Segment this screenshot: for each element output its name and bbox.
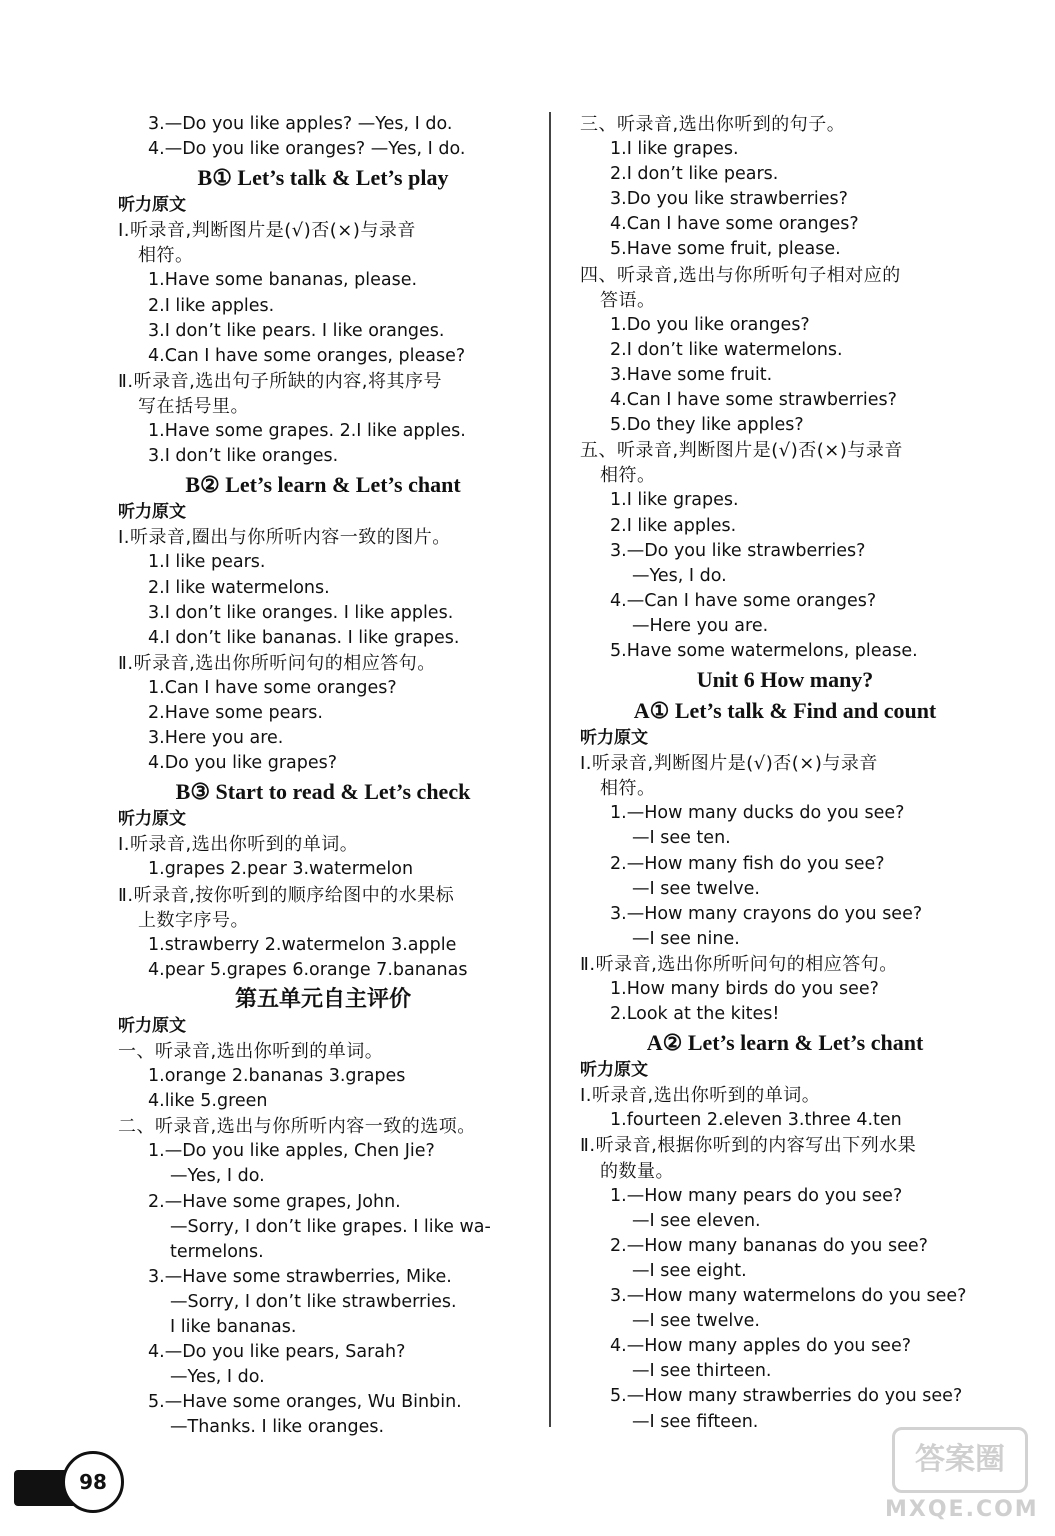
right-text-line: —I see nine. xyxy=(632,928,740,949)
watermark-logo: 答案圈 xyxy=(892,1427,1028,1493)
right-text-line: 4.Can I have some oranges? xyxy=(610,214,859,235)
left-text-line: 二、听录音,选出与你所听内容一致的选项。 xyxy=(118,1116,476,1138)
right-text-line: 4.Can I have some strawberries? xyxy=(610,390,897,411)
right-text-line: 2.I don’t like pears. xyxy=(610,164,779,185)
left-text-line: 3.—Do you like apples? —Yes, I do. xyxy=(148,114,453,134)
right-text-line: 3.Do you like strawberries? xyxy=(610,189,848,210)
left-text-line: 2.Have some pears. xyxy=(148,702,323,723)
right-text-line: 五、听录音,判断图片是(√)否(×)与录音 xyxy=(580,440,903,462)
left-text-line: 2.I like apples. xyxy=(148,295,275,316)
right-text-line: 答语。 xyxy=(600,289,656,311)
left-text-line: 3.I don’t like oranges. xyxy=(148,446,339,467)
left-section-heading: B② Let’s learn & Let’s chant xyxy=(185,472,461,498)
left-label: 听力原文 xyxy=(118,809,186,830)
left-text-line: termelons. xyxy=(170,1241,264,1262)
left-column xyxy=(118,112,528,1441)
right-section-heading: A② Let’s learn & Let’s chant xyxy=(646,1030,924,1056)
page-number: 98 xyxy=(62,1451,124,1513)
left-label: 听力原文 xyxy=(118,1015,186,1036)
left-text-line: 1.strawberry 2.watermelon 3.apple xyxy=(148,934,457,955)
left-section-heading: B③ Start to read & Let’s check xyxy=(175,779,471,805)
watermark xyxy=(885,1427,1039,1522)
right-text-line: 1.How many birds do you see? xyxy=(610,979,879,999)
right-text-line: 1.I like grapes. xyxy=(610,490,739,511)
left-text-line: 3.I don’t like oranges. I like apples. xyxy=(148,602,454,623)
left-text-line: 1.grapes 2.pear 3.watermelon xyxy=(148,859,414,880)
right-text-line: 1.Do you like oranges? xyxy=(610,314,810,335)
right-label: 听力原文 xyxy=(580,728,648,749)
left-section-heading: B① Let’s talk & Let’s play xyxy=(197,165,449,191)
right-text-line: 1.—How many ducks do you see? xyxy=(610,803,905,824)
left-section-heading: 第五单元自主评价 xyxy=(234,985,411,1011)
left-text-line: 4.I don’t like bananas. I like grapes. xyxy=(148,627,460,648)
right-text-line: Ⅱ.听录音,根据你听到的内容写出下列水果 xyxy=(580,1135,917,1157)
right-text-line: 1.I like grapes. xyxy=(610,139,739,160)
right-text-line: 2.I like apples. xyxy=(610,515,737,536)
left-text-line: 4.Do you like grapes? xyxy=(148,753,338,774)
left-text-line: 写在括号里。 xyxy=(138,395,249,417)
left-text-line: —Yes, I do. xyxy=(170,1166,265,1187)
right-text-line: —I see thirteen. xyxy=(632,1361,772,1382)
right-text-line: 1.fourteen 2.eleven 3.three 4.ten xyxy=(610,1110,902,1131)
left-text-line: 3.Here you are. xyxy=(148,728,284,749)
right-text-line: Ⅱ.听录音,选出你所听问句的相应答句。 xyxy=(580,953,898,975)
right-column xyxy=(580,112,990,1435)
left-text-line: I like bananas. xyxy=(170,1317,297,1338)
left-text-line: 相符。 xyxy=(138,245,194,267)
right-text-line: 1.—How many pears do you see? xyxy=(610,1185,903,1206)
left-label: 听力原文 xyxy=(118,195,186,216)
column-divider xyxy=(549,112,551,1427)
left-text-line: 2.I like watermelons. xyxy=(148,577,330,598)
left-text-line: 1.I like pears. xyxy=(148,552,266,573)
left-text-line: 上数字序号。 xyxy=(138,909,249,931)
right-section-heading: Unit 6 How many? xyxy=(696,667,874,693)
right-text-line: 3.Have some fruit. xyxy=(610,364,773,385)
right-text-line: —I see ten. xyxy=(632,828,731,849)
left-text-line: 2.—Have some grapes, John. xyxy=(148,1191,401,1212)
left-text-line: 1.Have some bananas, please. xyxy=(148,270,418,291)
right-text-line: 4.—Can I have some oranges? xyxy=(610,590,877,611)
left-text-line: 一、听录音,选出你听到的单词。 xyxy=(118,1041,384,1062)
left-text-line: Ⅱ.听录音,选出你所听问句的相应答句。 xyxy=(118,652,436,674)
right-text-line: 2.—How many bananas do you see? xyxy=(610,1235,928,1256)
left-text-line: 5.—Have some oranges, Wu Binbin. xyxy=(148,1392,462,1413)
right-text-line: —I see eight. xyxy=(632,1260,747,1281)
watermark-url: MXQE.COM xyxy=(885,1497,1039,1522)
right-text-line: 4.—How many apples do you see? xyxy=(610,1336,912,1357)
right-text-line: Ⅰ.听录音,判断图片是(√)否(×)与录音 xyxy=(580,753,878,775)
left-text-line: 1.—Do you like apples, Chen Jie? xyxy=(148,1141,435,1162)
left-text-line: 1.Can I have some oranges? xyxy=(148,677,397,698)
right-label: 听力原文 xyxy=(580,1060,648,1081)
left-text-line: 3.I don’t like pears. I like oranges. xyxy=(148,320,445,341)
right-text-line: 相符。 xyxy=(600,778,656,800)
left-text-line: —Sorry, I don’t like grapes. I like wa- xyxy=(170,1216,491,1237)
left-text-line: Ⅱ.听录音,按你听到的顺序给图中的水果标 xyxy=(118,884,455,906)
right-text-line: —I see twelve. xyxy=(632,878,760,899)
left-text-line: —Thanks. I like oranges. xyxy=(170,1417,385,1438)
right-text-line: 2.Look at the kites! xyxy=(610,1004,780,1025)
right-text-line: 2.—How many fish do you see? xyxy=(610,853,885,874)
right-text-line: 5.Do they like apples? xyxy=(610,415,804,436)
left-text-line: 4.pear 5.grapes 6.orange 7.bananas xyxy=(148,959,468,980)
right-text-line: 四、听录音,选出与你所听句子相对应的 xyxy=(580,264,901,286)
right-text-line: 的数量。 xyxy=(600,1160,674,1182)
left-text-line: Ⅱ.听录音,选出句子所缺的内容,将其序号 xyxy=(118,370,443,392)
right-text-line: —Yes, I do. xyxy=(632,565,727,586)
right-text-line: Ⅰ.听录音,选出你听到的单词。 xyxy=(580,1085,821,1107)
right-text-line: 3.—Do you like strawberries? xyxy=(610,540,866,561)
right-text-line: —Here you are. xyxy=(632,615,769,636)
left-text-line: Ⅰ.听录音,判断图片是(√)否(×)与录音 xyxy=(118,220,416,242)
right-text-line: 3.—How many watermelons do you see? xyxy=(610,1286,967,1307)
page-number-badge xyxy=(0,1450,130,1520)
left-text-line: —Sorry, I don’t like strawberries. xyxy=(170,1291,457,1312)
right-text-line: 三、听录音,选出你听到的句子。 xyxy=(580,114,846,135)
right-text-line: —I see twelve. xyxy=(632,1311,760,1332)
right-text-line: 3.—How many crayons do you see? xyxy=(610,903,923,924)
left-text-line: 1.Have some grapes. 2.I like apples. xyxy=(148,421,466,442)
left-text-line: —Yes, I do. xyxy=(170,1367,265,1388)
right-text-line: 5.Have some fruit, please. xyxy=(610,239,841,260)
left-text-line: 1.orange 2.bananas 3.grapes xyxy=(148,1066,406,1087)
left-label: 听力原文 xyxy=(118,502,186,523)
left-text-line: Ⅰ.听录音,选出你听到的单词。 xyxy=(118,834,359,856)
left-text-line: 4.like 5.green xyxy=(148,1091,268,1112)
right-text-line: 5.—How many strawberries do you see? xyxy=(610,1386,963,1407)
left-text-line: Ⅰ.听录音,圈出与你所听内容一致的图片。 xyxy=(118,527,451,549)
left-text-line: 4.—Do you like oranges? —Yes, I do. xyxy=(148,139,466,160)
right-text-line: 相符。 xyxy=(600,465,656,487)
left-text-line: 4.Can I have some oranges, please? xyxy=(148,345,466,366)
right-section-heading: A① Let’s talk & Find and count xyxy=(633,698,937,724)
right-text-line: —I see eleven. xyxy=(632,1210,761,1231)
right-text-line: —I see fifteen. xyxy=(632,1411,759,1432)
left-text-line: 3.—Have some strawberries, Mike. xyxy=(148,1266,452,1287)
right-text-line: 2.I don’t like watermelons. xyxy=(610,339,843,360)
right-text-line: 5.Have some watermelons, please. xyxy=(610,640,918,661)
left-text-line: 4.—Do you like pears, Sarah? xyxy=(148,1342,406,1363)
